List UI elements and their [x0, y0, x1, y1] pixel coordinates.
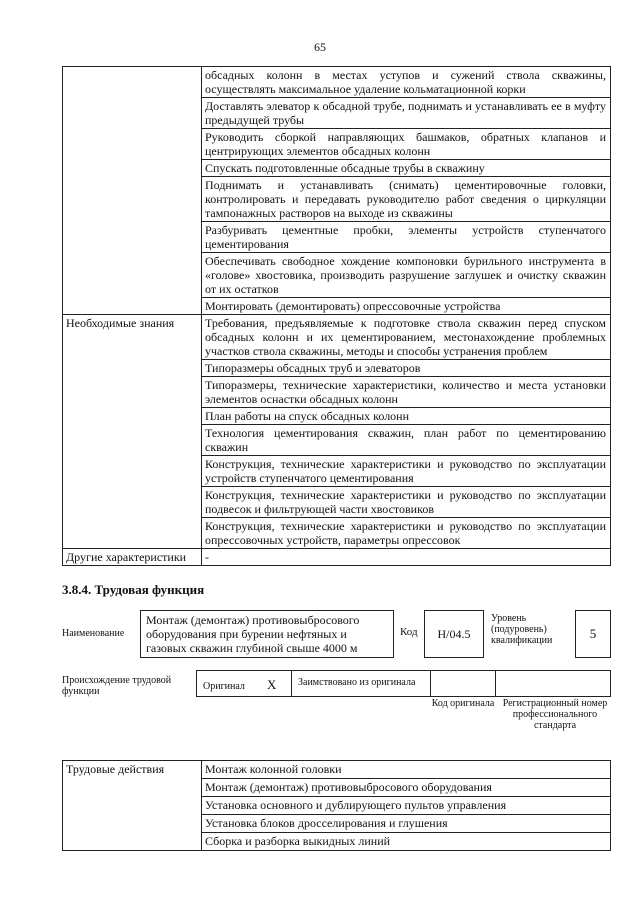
registration-box	[495, 670, 611, 697]
level-box	[575, 610, 611, 658]
row-item: Монтировать (демонтировать) опрессовочные устройства	[202, 298, 611, 315]
row-item: Спускать подготовленные обсадные трубы в скважину	[202, 160, 611, 177]
row-item: Требования, предъявляемые к подготовке ствола скважин перед спуском обсадных колонн и их цементированием, местонахождение проблемных участков ствола скважины, методы и способы устранения проблем	[202, 315, 611, 360]
original-box	[196, 670, 292, 697]
row-item: Поднимать и устанавливать (снимать) цементировочные головки, контролировать и передавать руководителю работ сведения о циркуляции тампонажных растворов на выходе из скважины	[202, 177, 611, 222]
code-box	[424, 610, 484, 658]
original-mark: X	[267, 677, 277, 692]
row-item: Конструкция, технические характеристики и руководство по эксплуатации опрессовочных устройств, параметры опрессовок	[202, 518, 611, 549]
registration-caption: Регистрационный номер профессионального стандарта	[502, 698, 608, 731]
page-number: 65	[314, 40, 326, 54]
row-item: Конструкция, технические характеристики и руководство по эксплуатации подвесок и фильтрующей части хвостовиков	[202, 487, 611, 518]
row-item: Обеспечивать свободное хождение компоновки бурильного инструмента в «голове» хвостовика, производить разрушение заглушек и очистку скважин от их остатков	[202, 253, 611, 298]
row-label: Необходимые знания	[63, 315, 202, 549]
level-value: 5	[589, 626, 597, 641]
section-title: 3.8.4. Трудовая функция	[62, 582, 205, 597]
borrowed-box	[291, 670, 431, 697]
code-caption: Код оригинала	[431, 698, 495, 709]
row-item: Разбуривать цементные пробки, элементы устройств ступенчатого цементирования	[202, 222, 611, 253]
row-label: Трудовые действия	[63, 761, 202, 851]
table-row	[63, 315, 611, 360]
row-item: обсадных колонн в местах уступов и сужений ствола скважины, осуществлять максимальное удаление кольматационной корки	[202, 67, 611, 98]
row-item: Монтаж (демонтаж) противовыбросового оборудования	[202, 779, 611, 797]
origin-label: Происхождение трудовой функции	[62, 675, 172, 697]
row-item: Руководить сборкой направляющих башмаков, обратных клапанов и центрирующих элементов обсадных колонн	[202, 129, 611, 160]
table-row	[63, 67, 611, 98]
original-label: Оригинал	[203, 681, 245, 692]
row-item: План работы на спуск обсадных колонн	[202, 408, 611, 425]
row-item: -	[202, 549, 611, 566]
work-requirements-table	[62, 66, 611, 566]
labor-actions-table	[62, 760, 611, 851]
row-item: Конструкция, технические характеристики и руководство по эксплуатации устройств ступенчатого цементирования	[202, 456, 611, 487]
row-item: Сборка и разборка выкидных линий	[202, 833, 611, 851]
row-item: Типоразмеры, технические характеристики, количество и места установки элементов оснастки обсадных колонн	[202, 377, 611, 408]
row-item: Доставлять элеватор к обсадной трубе, поднимать и устанавливать ее в муфту предыдущей трубы	[202, 98, 611, 129]
row-label: Другие характеристики	[63, 549, 202, 566]
row-item: Типоразмеры обсадных труб и элеваторов	[202, 360, 611, 377]
original-code-box	[430, 670, 496, 697]
level-label: Уровень (подуровень) квалификации	[491, 613, 553, 646]
row-item: Установка блоков дросселирования и глушения	[202, 815, 611, 833]
code-value: H/04.5	[437, 627, 471, 641]
code-label: Код	[400, 626, 418, 638]
table-row	[63, 761, 611, 779]
row-label	[63, 67, 202, 315]
name-label: Наименование	[62, 628, 125, 639]
borrowed-label: Заимствовано из оригинала	[298, 677, 416, 688]
row-item: Установка основного и дублирующего пультов управления	[202, 797, 611, 815]
function-name: Монтаж (демонтаж) противовыбросового оборудования при бурении нефтяных и газовых скважин глубиной свыше 4000 м	[146, 613, 360, 655]
row-item: Монтаж колонной головки	[202, 761, 611, 779]
table-row	[63, 549, 611, 566]
row-item: Технология цементирования скважин, план работ по цементированию скважин	[202, 425, 611, 456]
function-name-box	[140, 610, 394, 658]
